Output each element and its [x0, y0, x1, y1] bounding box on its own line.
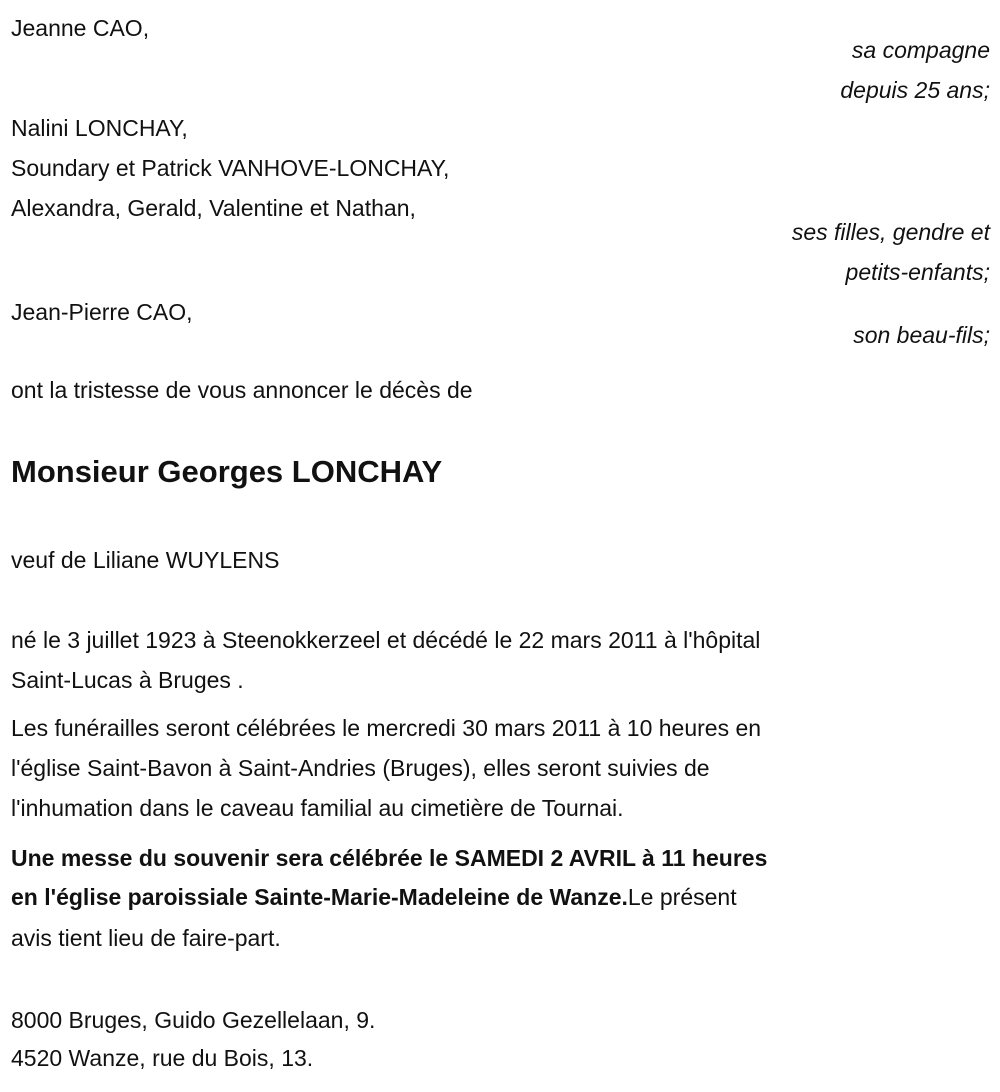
- address: 8000 Bruges, Guido Gezellelaan, 9.: [11, 1007, 376, 1033]
- family-relation: son beau-fils;: [853, 322, 990, 348]
- family-name: Jean-Pierre CAO,: [11, 299, 193, 325]
- mass-bold: Une messe du souvenir sera célébrée le SAMEDI 2 AVRIL à 11 heures: [11, 845, 768, 871]
- family-name: Jeanne CAO,: [11, 15, 150, 41]
- address: 4520 Wanze, rue du Bois, 13.: [11, 1045, 314, 1071]
- widower-of: veuf de Liliane WUYLENS: [11, 547, 280, 573]
- funeral-line: l'église Saint-Bavon à Saint-Andries (Bruges), elles seront suivies de: [11, 755, 710, 781]
- family-name: Soundary et Patrick VANHOVE-LONCHAY,: [11, 155, 450, 181]
- funeral-line: Les funérailles seront célébrées le mercredi 30 mars 2011 à 10 heures en: [11, 715, 762, 741]
- family-relation: petits-enfants;: [845, 259, 990, 285]
- family-relation: depuis 25 ans;: [840, 77, 990, 103]
- mass-line: avis tient lieu de faire-part.: [11, 925, 281, 951]
- birth-death-line: Saint-Lucas à Bruges .: [11, 667, 244, 693]
- family-name: Alexandra, Gerald, Valentine et Nathan,: [11, 195, 416, 221]
- family-name: Nalini LONCHAY,: [11, 115, 188, 141]
- mass-line: [11, 882, 737, 912]
- mass-bold: en l'église paroissiale Sainte-Marie-Madeleine de Wanze.: [11, 884, 628, 910]
- birth-death-line: né le 3 juillet 1923 à Steenokkerzeel et décédé le 22 mars 2011 à l'hôpital: [11, 627, 761, 653]
- family-relation: ses filles, gendre et: [791, 219, 990, 245]
- announcement: ont la tristesse de vous annoncer le décès de: [11, 377, 473, 403]
- family-relation: sa compagne: [851, 37, 990, 63]
- mass-line: [11, 843, 767, 873]
- deceased-name: Monsieur Georges LONCHAY: [11, 454, 443, 489]
- funeral-line: l'inhumation dans le caveau familial au cimetière de Tournai.: [11, 795, 624, 821]
- mass-normal: Le présent: [627, 884, 737, 910]
